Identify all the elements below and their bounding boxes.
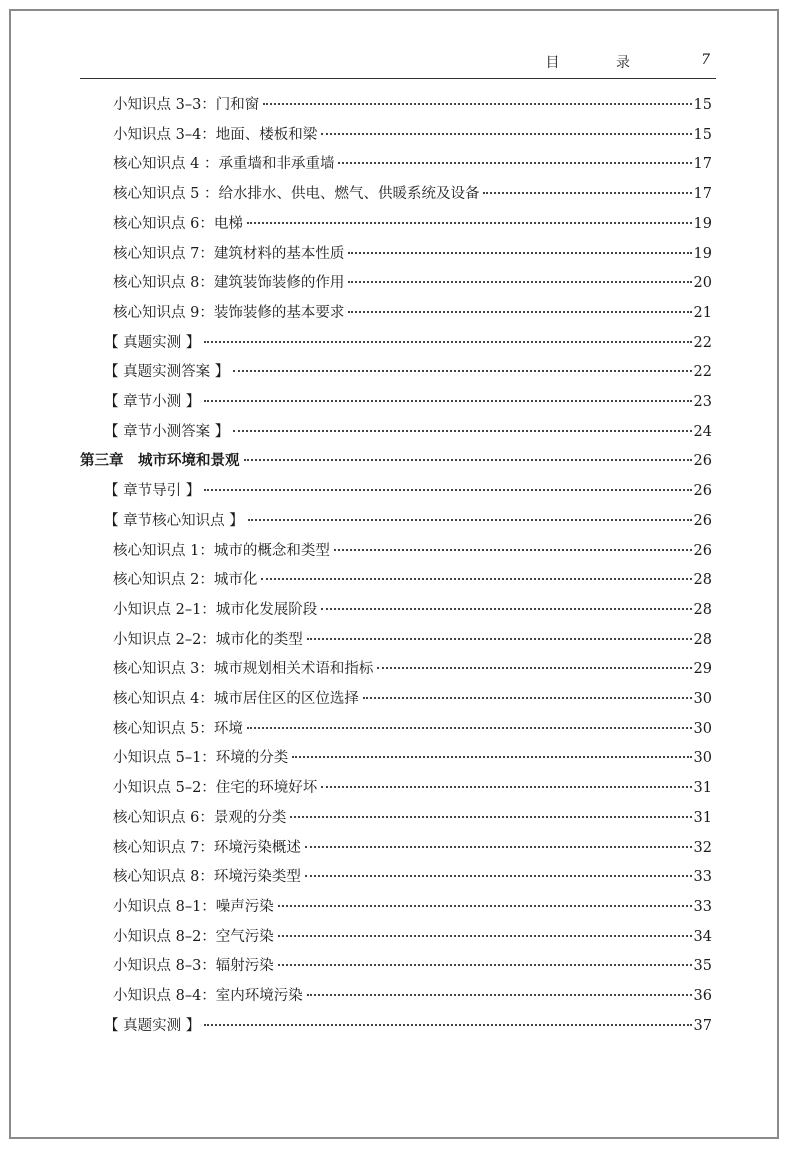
toc-entry xyxy=(104,390,712,414)
dot-leader xyxy=(290,815,691,818)
toc-entry-label: 小知识点 8–2：空气污染 xyxy=(113,928,274,945)
dot-leader xyxy=(305,874,692,877)
toc-entry-page: 21 xyxy=(693,304,712,321)
toc-entry-label: 核心知识点 3：城市规划相关术语和指标 xyxy=(113,661,374,678)
toc-entry xyxy=(104,420,712,444)
toc-entry-label: 核心知识点 8：建筑装饰装修的作用 xyxy=(113,275,345,292)
dot-leader xyxy=(233,429,691,432)
dot-leader xyxy=(307,993,692,996)
toc-entry-label: 小知识点 2–2：城市化的类型 xyxy=(113,631,303,648)
toc-entry-page: 17 xyxy=(693,186,712,203)
toc-entry-label: 核心知识点 8：环境污染类型 xyxy=(113,869,301,886)
toc-entry-label: 小知识点 8–4：室内环境污染 xyxy=(113,988,303,1004)
toc-entry-label: 核心知识点 6：景观的分类 xyxy=(113,809,287,826)
dot-leader xyxy=(204,488,691,491)
toc-entry-page: 32 xyxy=(693,839,712,856)
dot-leader xyxy=(321,132,691,135)
running-header xyxy=(80,52,716,79)
toc-entry xyxy=(113,776,712,800)
toc-entry-page: 34 xyxy=(693,928,712,945)
toc-entry xyxy=(113,568,712,592)
toc-entry-page: 22 xyxy=(693,364,712,381)
toc-entry-label: 核心知识点 4 ：承重墙和非承重墙 xyxy=(113,156,335,173)
toc-entry xyxy=(113,212,712,236)
toc-entry-page: 36 xyxy=(693,988,712,1004)
toc-entry-label: 【 真题实测 】 xyxy=(104,1017,201,1034)
toc-entry-page: 26 xyxy=(693,483,712,500)
toc-entry xyxy=(113,954,712,978)
toc-entry xyxy=(113,687,712,711)
toc-entry-page: 19 xyxy=(693,215,712,232)
toc-entry xyxy=(113,628,712,652)
toc-entry-page: 24 xyxy=(693,423,712,440)
dot-leader xyxy=(278,934,692,937)
toc-entry-label: 小知识点 3–4：地面、楼板和梁 xyxy=(113,126,318,143)
toc-entry-label: 核心知识点 2：城市化 xyxy=(113,572,258,589)
toc-entry xyxy=(113,539,712,563)
dot-leader xyxy=(247,221,692,224)
dot-leader xyxy=(261,577,691,580)
toc-entry-label: 小知识点 5–2：住宅的环境好坏 xyxy=(113,780,318,797)
toc-entry-label: 小知识点 8–3：辐射污染 xyxy=(113,958,274,975)
toc-entry-page: 30 xyxy=(693,720,712,737)
dot-leader xyxy=(244,458,692,461)
toc-entry-label: 核心知识点 7：建筑材料的基本性质 xyxy=(113,245,345,262)
dot-leader xyxy=(292,755,691,758)
toc-entry xyxy=(80,449,712,473)
toc-entry-label: 小知识点 5–1：环境的分类 xyxy=(113,750,289,767)
toc-entry xyxy=(104,331,712,355)
dot-leader xyxy=(321,607,691,610)
toc-entry xyxy=(113,123,712,147)
toc-entry-page: 20 xyxy=(693,275,712,292)
toc-entry-page: 17 xyxy=(693,156,712,173)
dot-leader xyxy=(247,726,692,729)
toc-entry-label: 核心知识点 4：城市居住区的区位选择 xyxy=(113,691,359,707)
dot-leader xyxy=(348,251,691,254)
toc-entry-page: 28 xyxy=(693,601,712,618)
toc-entry-label: 【 章节导引 】 xyxy=(104,483,201,500)
toc-entry-page: 26 xyxy=(693,542,712,559)
toc-entry-label: 第三章 城市环境和景观 xyxy=(80,452,240,470)
dot-leader xyxy=(204,399,691,402)
toc-entry xyxy=(113,925,712,949)
dot-leader xyxy=(321,785,691,788)
toc-entry-label: 核心知识点 5：环境 xyxy=(113,720,243,737)
toc-entry-label: 小知识点 2–1：城市化发展阶段 xyxy=(113,601,318,618)
toc-entry-label: 核心知识点 6：电梯 xyxy=(113,215,243,232)
dot-leader xyxy=(278,963,692,966)
toc-entry-page: 28 xyxy=(693,631,712,648)
toc-entry xyxy=(113,93,712,117)
toc-entry-page: 33 xyxy=(693,898,712,915)
dot-leader xyxy=(377,666,691,669)
toc-entry xyxy=(113,152,712,176)
dot-leader xyxy=(248,518,692,521)
dot-leader xyxy=(263,102,691,105)
toc-entry-page: 31 xyxy=(693,809,712,826)
dot-leader xyxy=(363,696,692,699)
dot-leader xyxy=(305,845,692,848)
toc-entry-label: 【 真题实测 】 xyxy=(104,334,201,351)
toc-entry xyxy=(113,182,712,206)
toc-entry-page: 33 xyxy=(693,869,712,886)
dot-leader xyxy=(483,191,691,194)
toc-entry-label: 【 真题实测答案 】 xyxy=(104,364,230,381)
toc-entry xyxy=(113,836,712,860)
toc-entry-label: 【 章节核心知识点 】 xyxy=(104,512,244,529)
toc-entry xyxy=(113,271,712,295)
toc-entry xyxy=(104,509,712,533)
toc-entry-label: 核心知识点 1：城市的概念和类型 xyxy=(113,542,330,559)
toc-entry-label: 【 章节小测答案 】 xyxy=(104,423,230,440)
dot-leader xyxy=(204,1023,691,1026)
dot-leader xyxy=(334,548,692,551)
toc-entry xyxy=(113,301,712,325)
toc-entry-page: 37 xyxy=(693,1017,712,1034)
toc-entry-label: 【 章节小测 】 xyxy=(104,394,201,410)
toc-entry-label: 小知识点 3–3：门和窗 xyxy=(113,97,260,113)
dot-leader xyxy=(348,280,691,283)
toc-entry-page: 26 xyxy=(693,453,712,470)
dot-leader xyxy=(204,340,691,343)
toc-entry xyxy=(113,806,712,830)
toc-entry xyxy=(104,479,712,503)
toc-entry xyxy=(113,717,712,741)
dot-leader xyxy=(348,310,691,313)
toc-entry-label: 小知识点 8–1：噪声污染 xyxy=(113,898,274,915)
toc-entry-page: 15 xyxy=(693,97,712,113)
toc-entry-page: 28 xyxy=(693,572,712,589)
toc-entry-page: 30 xyxy=(693,750,712,767)
toc-entry-label: 核心知识点 5 ：给水排水、供电、燃气、供暖系统及设备 xyxy=(113,186,480,203)
toc-entry-page: 26 xyxy=(693,512,712,529)
toc-entry xyxy=(113,865,712,889)
toc-entry-page: 30 xyxy=(693,691,712,707)
toc-entry xyxy=(113,895,712,919)
toc-entry-page: 31 xyxy=(693,780,712,797)
toc-entry-page: 22 xyxy=(693,334,712,351)
toc-entry xyxy=(113,984,712,1008)
dot-leader xyxy=(338,161,691,164)
toc-entry-page: 29 xyxy=(693,661,712,678)
toc-entry-label: 核心知识点 7：环境污染概述 xyxy=(113,839,301,856)
toc-entry xyxy=(113,746,712,770)
toc-entry-page: 23 xyxy=(693,394,712,410)
dot-leader xyxy=(233,369,691,372)
toc-entry xyxy=(104,1014,712,1038)
toc-entry xyxy=(113,598,712,622)
toc-entry xyxy=(113,657,712,681)
toc-entry xyxy=(104,360,712,384)
dot-leader xyxy=(278,904,692,907)
toc-entry-label: 核心知识点 9：装饰装修的基本要求 xyxy=(113,304,345,321)
toc-entry-page: 15 xyxy=(693,126,712,143)
toc-entry-page: 35 xyxy=(693,958,712,975)
toc-entry-page: 19 xyxy=(693,245,712,262)
toc-entry xyxy=(113,242,712,266)
header-page-number: 7 xyxy=(701,52,710,68)
dot-leader xyxy=(307,637,692,640)
header-title: 目 录 xyxy=(545,55,656,71)
